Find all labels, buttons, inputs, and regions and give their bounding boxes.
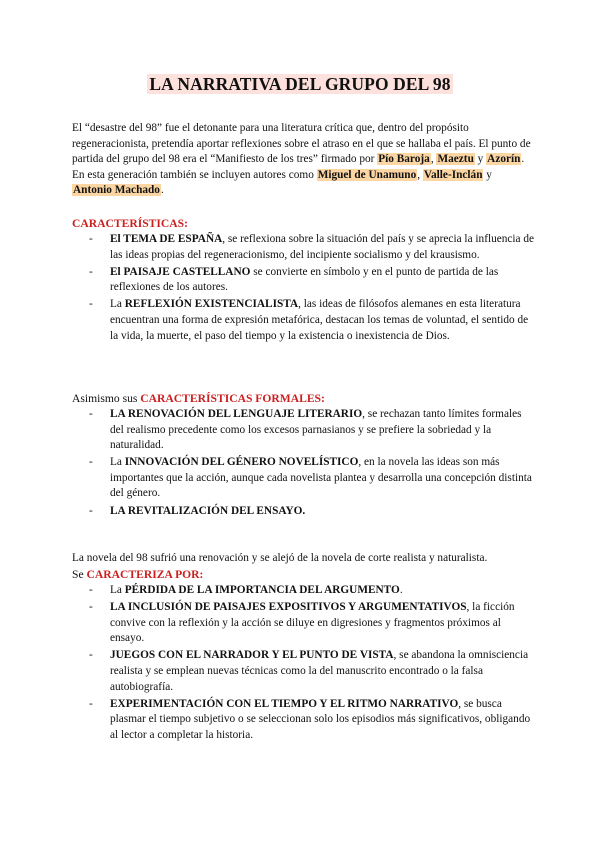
author-name: Maeztu xyxy=(437,153,474,166)
list-item xyxy=(72,504,536,520)
separator: , xyxy=(430,153,437,166)
bullet-dash: - xyxy=(89,649,93,662)
bullet-dash: - xyxy=(89,697,93,710)
list-item xyxy=(72,407,536,454)
section-heading-caracteriza xyxy=(72,567,203,583)
section-lead: Se xyxy=(72,568,87,581)
section-heading-text: CARACTERÍSTICAS: xyxy=(72,217,188,230)
item-term: JUEGOS CON EL NARRADOR Y EL PUNTO DE VISTA xyxy=(110,649,394,662)
item-term: El PAISAJE CASTELLANO xyxy=(110,265,251,278)
item-term: REFLEXIÓN EXISTENCIALISTA xyxy=(124,298,299,311)
section-lead: Asimismo sus xyxy=(72,392,141,405)
page-title xyxy=(0,74,600,95)
item-description: . xyxy=(399,584,403,596)
author-name: Valle-Inclán xyxy=(423,168,483,181)
item-description: , se busca plasmar el tiempo subjetivo o se seleccionan solo los episodios más significativos, obligando al lector a completar la historia. xyxy=(110,697,531,741)
formales-list xyxy=(72,407,536,521)
author-name: Antonio Machado xyxy=(73,184,160,197)
novela-text: La novela del 98 sufrió una renovación y se alejó de la novela de corte realista y naturalista. xyxy=(72,552,488,564)
author-name: Azorín xyxy=(487,153,521,166)
caracteristicas-list xyxy=(72,232,536,346)
item-description: , la ficción convive con la reflexión y la acción se diluye en digresiones y fragmentos próximos al ensayo. xyxy=(110,601,515,645)
item-description: , se abandona la omnisciencia realista y se emplean nuevas técnicas como la del manuscrito encontrado o la falsa autobiografía. xyxy=(110,649,529,693)
bullet-dash: - xyxy=(89,584,93,596)
list-item xyxy=(72,600,536,647)
list-item xyxy=(72,648,536,695)
intro-text: El “desastre del 98” fue el detonante para una literatura crítica que, dentro del propósito regeneracionista, pretendía aportar reflexiones sobre el atraso en el que se hallaba el país. El punto de partida del grupo del 98 era el “Manifiesto de los tres” firmado por xyxy=(72,122,531,166)
separator: y xyxy=(474,153,487,166)
list-item xyxy=(72,265,536,296)
item-prefix: La xyxy=(110,456,125,469)
item-term: LA RENOVACIÓN DEL LENGUAJE LITERARIO xyxy=(110,408,363,420)
bullet-dash: - xyxy=(89,408,93,420)
item-description: se convierte en símbolo y en el punto de partida de las reflexiones de los autores. xyxy=(110,265,499,294)
author-name: Miguel de Unamuno xyxy=(317,168,417,181)
bullet-dash: - xyxy=(89,233,93,245)
list-item xyxy=(72,297,536,344)
item-term: INNOVACIÓN DEL GÉNERO NOVELÍSTICO xyxy=(124,456,359,469)
item-prefix: La xyxy=(110,584,125,596)
item-term: LA INCLUSIÓN DE PAISAJES EXPOSITIVOS Y ARGUMENTATIVOS xyxy=(110,601,467,614)
separator: y xyxy=(483,168,492,181)
section-heading-text: CARACTERIZA POR: xyxy=(86,568,204,581)
intro-text: . En esta generación también se incluyen autores como xyxy=(72,153,525,181)
list-item xyxy=(72,583,536,599)
item-prefix: La xyxy=(110,298,125,311)
item-term: PÉRDIDA DE LA IMPORTANCIA DEL ARGUMENTO xyxy=(124,584,400,596)
separator: , xyxy=(417,168,423,181)
list-item xyxy=(72,455,536,502)
bullet-dash: - xyxy=(89,601,93,614)
title-text: LA NARRATIVA DEL GRUPO DEL 98 xyxy=(149,74,451,94)
item-description: , las ideas de filósofos alemanes en esta literatura encuentran una forma de expresión metafórica, destacan los temas de voluntad, el sentido de la vida, la muerte, el paso del tiempo y la existencia o inexistencia de Dios. xyxy=(110,298,529,342)
item-description: , se reflexiona sobre la situación del país y se aprecia la influencia de las ideas propias del regeneracionismo, del incipiente socialismo y del krausismo. xyxy=(110,233,535,261)
bullet-dash: - xyxy=(89,504,93,517)
section-heading-text: CARACTERÍSTICAS FORMALES: xyxy=(140,392,325,405)
item-term: EXPERIMENTACIÓN CON EL TIEMPO Y EL RITMO NARRATIVO xyxy=(110,697,459,710)
novela-paragraph xyxy=(72,551,542,567)
item-term: LA REVITALIZACIÓN DEL ENSAYO. xyxy=(110,504,306,517)
bullet-dash: - xyxy=(89,298,93,311)
section-heading-caracteristicas xyxy=(72,216,188,232)
list-item xyxy=(72,232,536,263)
list-item xyxy=(72,697,536,744)
item-term: El TEMA DE ESPAÑA xyxy=(110,233,223,245)
bullet-dash: - xyxy=(89,456,93,469)
item-description: , en la novela las ideas son más importantes que la acción, aunque cada novelista plantea y desarrolla una concepción distinta del género. xyxy=(110,456,532,500)
bullet-dash: - xyxy=(89,265,93,278)
intro-paragraph xyxy=(72,121,534,199)
item-description: , se rechazan tanto límites formales del realismo precedente como los excesos parnasianos y se prefiere la sobriedad y la naturalidad. xyxy=(110,408,522,452)
intro-end: . xyxy=(160,184,164,197)
author-name: Pío Baroja xyxy=(378,153,430,166)
section-heading-formales xyxy=(72,391,325,407)
caracteriza-list xyxy=(72,583,536,745)
